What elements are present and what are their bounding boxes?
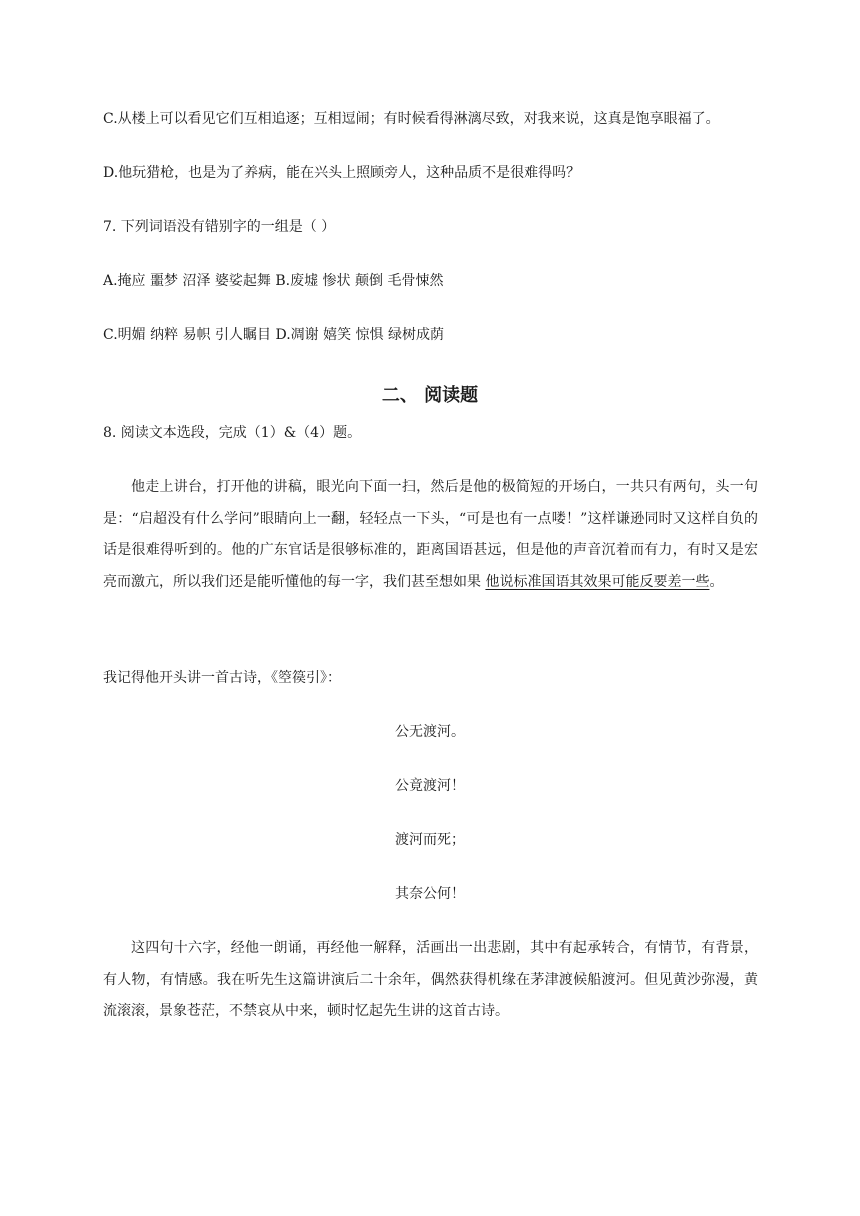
- question6-option-d: D.他玩猎枪，也是为了养病，能在兴头上照顾旁人，这种品质不是很难得吗？: [103, 165, 581, 181]
- underlined-phrase: 他说标准国语其效果可能反要差一些: [485, 573, 710, 590]
- paragraph-1-text: 他走上讲台，打开他的讲稿，眼光向下面一扫，然后是他的极简短的开场白，一共只有两句，头一句是：“启超没有什么学问”眼睛向上一翻，轻轻点一下头，“可是也有一点喽！”这样谦逊同时又这样自负的话是很难得听到的。他的广东官话是很够标准的，距离国语甚远，但是他的声音沉着而有力，有时又是宏亮而激亢，所以我们还是能听懂他的每一字，我们甚至想如果: [103, 479, 758, 590]
- poem-line-1: 公无渡河。: [395, 724, 465, 740]
- poem-line-4: 其奈公何！: [395, 886, 465, 902]
- reading-paragraph-3: 这四句十六字，经他一朗诵，再经他一解释，活画出一出悲剧，其中有起承转合，有情节，有背景，有人物，有情感。我在听先生这篇讲演后二十余年，偶然获得机缘在茅津渡候船渡河。但见黄沙弥漫，黄流滚滚，景象苍茫，不禁哀从中来，顿时忆起先生讲的这首古诗。: [103, 940, 758, 1019]
- poem-line-3: 渡河而死；: [395, 832, 465, 848]
- question8-stem: 8. 阅读文本选段，完成（1）&（4）题。: [103, 425, 362, 441]
- question6-option-c: C.从楼上可以看见它们互相追逐；互相逗闹；有时候看得淋漓尽致，对我来说，这真是饱享眼福了。: [103, 111, 720, 127]
- question7-stem: 7. 下列词语没有错别字的一组是（ ）: [103, 219, 336, 235]
- reading-paragraph-2: 我记得他开头讲一首古诗，《箜篌引》：: [103, 670, 341, 686]
- reading-paragraph-1: [103, 472, 758, 598]
- section-title-reading: 二、 阅读题: [381, 385, 479, 406]
- question7-options-cd: C.明媚 纳粹 易帜 引人瞩目 D.凋谢 嬉笑 惊惧 绿树成荫: [103, 327, 444, 343]
- poem-line-2: 公竟渡河！: [395, 778, 465, 794]
- question7-options-ab: A.掩应 噩梦 沼泽 婆娑起舞 B.废墟 惨状 颠倒 毛骨悚然: [103, 273, 444, 289]
- paragraph-1-end: 。: [709, 573, 724, 590]
